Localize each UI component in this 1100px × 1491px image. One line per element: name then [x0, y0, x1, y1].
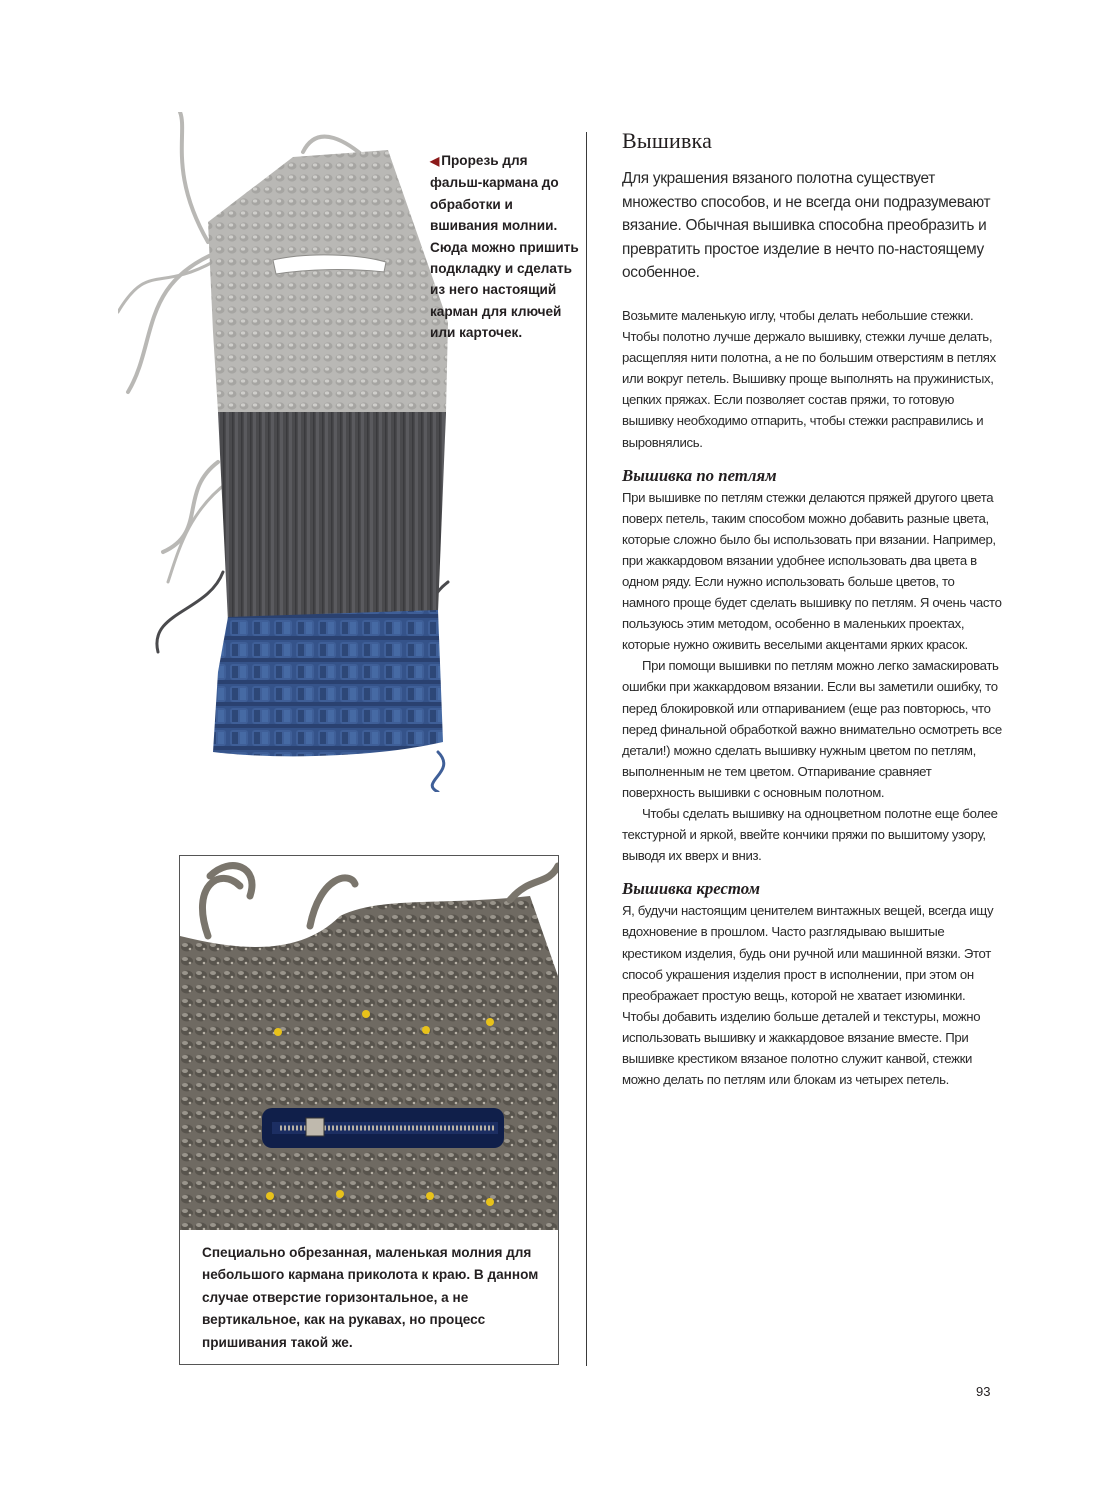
bottom-photo-caption: Специально обрезанная, маленькая молния для небольшого кармана приколота к краю. В данном случае отверстие горизонтальное, а не вертикальное, как на рукавах, но процесс пришивания такой же. — [202, 1245, 539, 1350]
page-number: 93 — [976, 1384, 991, 1399]
body-paragraph: Я, будучи настоящим ценителем винтажных вещей, всегда ищу вдохновение в прошлом. Часто разглядываю вышитые крестиком изделия, будь они ручной или машинной вязки. Этот способ украшения изделия прост в исполнении, при этом он преображает простую вещь, которой не хватает изюминки. Чтобы добавить изделию больше деталей и текстуры, можно использовать вышивку и жаккардовое вязание вместе. При вышивке крестиком вязаное полотно служит канвой, стежки можно делать по петлям или блокам из четырех петель. — [622, 903, 994, 1088]
body-paragraph: При вышивке по петлям стежки делаются пряжей другого цвета поверх петель, таким способом можно добавить разные цвета, которые сложно было бы использовать при вязании. Например, при жаккардовом вязании удобнее использовать два цвета в одном ряду. Если нужно использовать больше цветов, то намного проще будет сделать вышивку по петлям. Я очень часто пользуюсь этим методом, особенно в маленьких проектах, которые нужно оживить веселыми акцентами ярких красок. — [622, 489, 1002, 653]
knitted-sample-image — [118, 112, 478, 792]
body-paragraph: Чтобы сделать вышивку на одноцветном полотне еще более текстурной и яркой, ввейте кончики пряжи по вышитому узору, выводя их вверх и вниз. — [622, 806, 998, 864]
column-divider — [586, 132, 587, 1366]
body-paragraph: Возьмите маленькую иглу, чтобы делать небольшие стежки. Чтобы полотно лучше держало вышивку, стежки лучше делать, расщепляя нити полотна, а не по большим отверстиям в петлях или вокруг петель. Вышивку проще выполнять на пружинистых, цепких пряжах. Если позволяет состав пряжи, то готовую вышивку необходимо отпарить, чтобы стежки расправились и выровнялись. — [622, 307, 996, 450]
top-caption-text: Прорезь для фальш-кармана до обработки и вшивания молнии. Сюда можно пришить подкладку и сделать из него настоящий карман для ключей или карточек. — [430, 153, 579, 341]
caption-arrow-icon: ◀ — [430, 154, 440, 168]
intro-paragraph: Для украшения вязаного полотна существует множество способов, и не всегда они подразумевают вязание. Обычная вышивка способна преобразить и превратить простое изделие в нечто по-настоящему особенное. — [622, 170, 991, 282]
subheading-duplicate-stitch: Вышивка по петлям — [622, 465, 777, 485]
top-photo-caption — [430, 150, 580, 344]
zipper-pocket-image — [180, 856, 558, 1230]
article-column — [622, 127, 1002, 1090]
section-heading: Вышивка — [622, 128, 713, 153]
subheading-cross-stitch: Вышивка крестом — [622, 879, 760, 899]
zipper-photo-frame — [179, 855, 559, 1365]
body-paragraph: При помощи вышивки по петлям можно легко замаскировать ошибки при жаккардовом вязании. Если вы заметили ошибку, то перед блокировкой или отпариванием (еще раз повторюсь, что перед финальной обработкой важно внимательно осмотреть все детали!) можно сделать вышивку нужным цветом по петлям, выполненным не тем цветом. Отпаривание сравняет поверхность вышивки с основным полотном. — [622, 658, 1002, 800]
